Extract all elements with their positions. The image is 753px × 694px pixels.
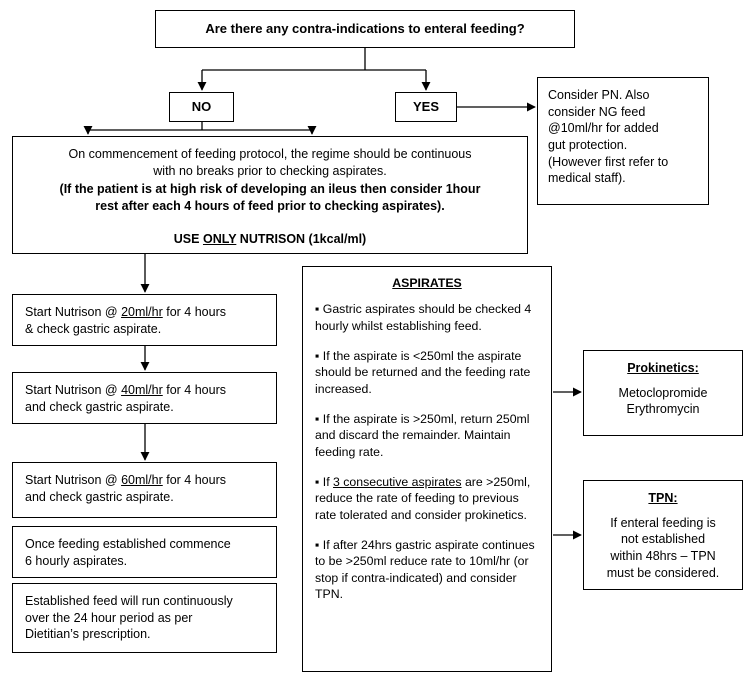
step1-prefix: Start Nutrison @ <box>25 305 122 319</box>
aspirates-title: ASPIRATES <box>392 276 462 290</box>
consecutive-suffix: are >250ml, reduce the rate of feeding to previous rate tolerated and consider prokinetics. <box>315 475 531 522</box>
step1-rate: 20ml/hr <box>121 305 163 319</box>
step5-line-1: Established feed will run continuously <box>25 594 233 608</box>
consecutive-prefix: ▪ If <box>315 475 334 490</box>
prokinetics-box <box>583 350 743 436</box>
use-suffix: NUTRISON (1kcal/ml) <box>236 231 367 246</box>
aspirates-item-3: ▪ If the aspirate is >250ml, return 250ml and discard the remainder. Maintain feeding rate. <box>315 412 530 459</box>
step2-prefix: Start Nutrison @ <box>25 383 122 397</box>
pn-line-2: consider NG feed <box>548 104 646 119</box>
step2-line-2: and check gastric aspirate. <box>25 399 174 414</box>
step3-line-2: and check gastric aspirate. <box>25 489 174 504</box>
prokinetics-title: Prokinetics: <box>627 361 699 375</box>
protocol-line-1: On commencement of feeding protocol, the regime should be continuous <box>68 147 472 161</box>
aspirates-item-2: ▪ If the aspirate is <250ml the aspirate should be returned and the feeding rate increased. <box>315 349 531 396</box>
tpn-title: TPN: <box>648 491 678 505</box>
step3-prefix: Start Nutrison @ <box>25 473 122 487</box>
tpn-line-3: within 48hrs – TPN <box>610 548 716 563</box>
protocol-use-only-line <box>25 231 515 248</box>
pn-line-4: gut protection. <box>548 137 628 152</box>
branch-yes-box <box>395 92 457 122</box>
branch-no-box <box>169 92 234 122</box>
use-prefix: USE <box>173 231 203 246</box>
prokinetics-line-2: Erythromycin <box>626 402 700 417</box>
pn-line-1: Consider PN. Also <box>548 88 650 102</box>
protocol-box <box>12 136 528 254</box>
step2-rate: 40ml/hr <box>121 383 163 397</box>
protocol-line-2: with no breaks prior to checking aspirates. <box>153 163 387 178</box>
branch-yes-label: YES <box>412 99 439 115</box>
branch-no-label: NO <box>191 99 212 115</box>
step4-line-1: Once feeding established commence <box>25 537 231 551</box>
aspirates-item-consecutive <box>315 474 539 523</box>
step1-suffix: for 4 hours <box>162 305 226 319</box>
step-box-40ml <box>12 372 277 424</box>
step5-line-3: Dietitian’s prescription. <box>25 627 151 642</box>
question-box <box>155 10 575 48</box>
step-box-established-6hourly <box>12 526 277 578</box>
step3-suffix: for 4 hours <box>162 473 226 487</box>
tpn-line-4: must be considered. <box>606 565 720 580</box>
aspirates-box <box>302 266 552 672</box>
pn-line-6: medical staff). <box>548 171 626 186</box>
consider-pn-box <box>537 77 709 205</box>
aspirates-item-1: ▪ Gastric aspirates should be checked 4 hourly whilst establishing feed. <box>315 302 532 333</box>
tpn-line-2: not established <box>620 532 706 547</box>
step-box-60ml <box>12 462 277 518</box>
pn-line-3: @10ml/hr for added <box>548 121 659 136</box>
protocol-bold-2: rest after each 4 hours of feed prior to checking aspirates). <box>95 198 445 213</box>
consecutive-underline: 3 consecutive aspirates <box>333 475 462 490</box>
tpn-line-1: If enteral feeding is <box>610 515 716 530</box>
step3-line-1 <box>25 472 264 489</box>
question-text: Are there any contra-indications to enteral feeding? <box>205 21 525 37</box>
protocol-bold-1: (If the patient is at high risk of developing an ileus then consider 1hour <box>59 182 481 197</box>
step-box-20ml <box>12 294 277 346</box>
prokinetics-line-1: Metoclopromide <box>618 385 708 400</box>
step-box-continuous-24hr <box>12 583 277 653</box>
step4-line-2: 6 hourly aspirates. <box>25 553 128 568</box>
step3-rate: 60ml/hr <box>121 473 163 487</box>
step2-line-1 <box>25 382 264 399</box>
use-only-underline: ONLY <box>202 231 237 246</box>
step2-suffix: for 4 hours <box>162 383 226 397</box>
step5-line-2: over the 24 hour period as per <box>25 610 193 625</box>
tpn-box <box>583 480 743 590</box>
pn-line-5: (However first refer to <box>548 154 669 169</box>
step1-line-2: & check gastric aspirate. <box>25 321 162 336</box>
aspirates-item-5: ▪ If after 24hrs gastric aspirate continues to be >250ml reduce rate to 10ml/hr (or stop if contra-indicated) and consider TPN. <box>315 538 535 602</box>
step1-line-1 <box>25 304 264 321</box>
